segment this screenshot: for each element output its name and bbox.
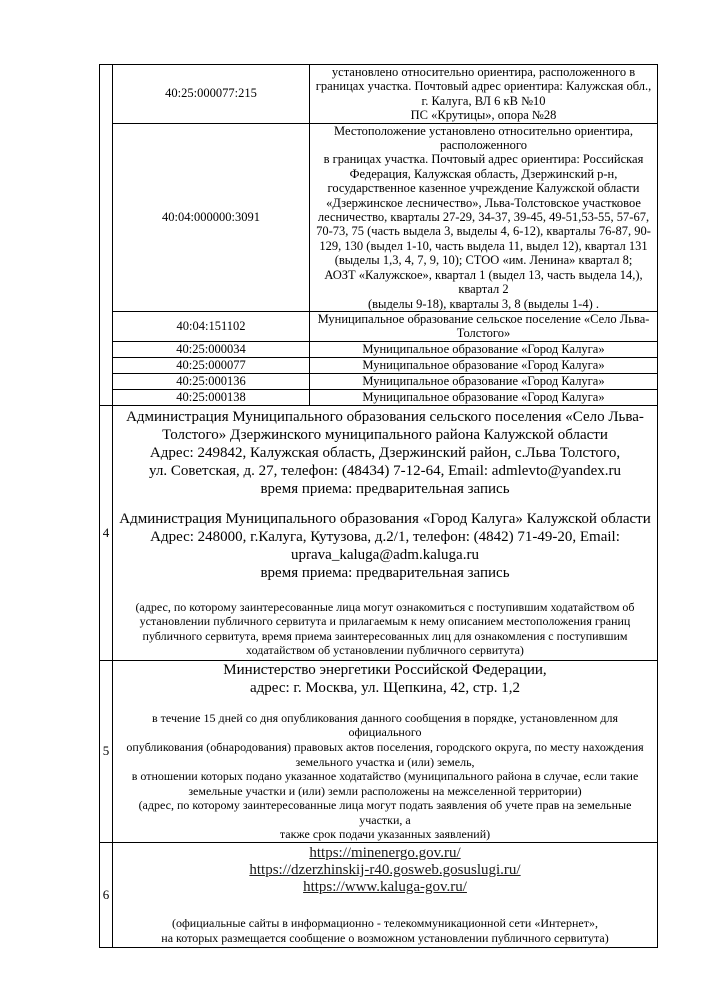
servitude-table (99, 64, 658, 948)
cadastral-number: 40:25:000077:215 (113, 65, 310, 124)
description-line: лесничество, кварталы 27-29, 34-37, 39-45, 49-51,53-55, 57-67, (317, 210, 650, 225)
ministry-line: Министерство энергетики Российской Федерации, (223, 661, 547, 678)
note-line: опубликования (обнародования) правовых актов поселения, городского округа, по месту нахождения (126, 739, 644, 754)
description-line: 129, 130 (выдел 1-10, часть выдела 11, выдел 12), квартал 131 (319, 238, 648, 253)
section-4-content (113, 405, 658, 660)
note-line: установлении публичного сервитута и прилагаемым к нему описанием местоположения границ (139, 614, 631, 629)
section-6-note (117, 916, 653, 945)
admin-2-line: Администрация Муниципального образования «Город Калуга» Калужской области (119, 510, 651, 527)
cadastral-description (310, 373, 658, 389)
section-5-note (117, 711, 653, 842)
link-minenergo[interactable]: https://minenergo.gov.ru/ (309, 844, 461, 861)
section-5-row (100, 660, 658, 842)
cadastral-number: 40:04:151102 (113, 311, 310, 341)
cadastral-row (100, 65, 658, 124)
admin-1-line: время приема: предварительная запись (260, 480, 510, 497)
cadastral-description (310, 389, 658, 405)
note-line: земельные участки и (или) земли расположены на межселенной территории) (188, 783, 582, 798)
cadastral-description (310, 311, 658, 341)
description-line: Муниципальное образование «Город Калуга» (362, 358, 605, 373)
section-5-number: 5 (100, 660, 113, 842)
note-line: (официальные сайты в информационно - телекоммуникационной сети «Интернет», (172, 915, 598, 930)
description-line: границах участка. Почтовый адрес ориентира: Калужская обл., (315, 79, 652, 94)
admin-2-line: время приема: предварительная запись (260, 564, 510, 581)
section-4-note (117, 600, 653, 658)
cadastral-row (100, 341, 658, 357)
description-line: государственное казенное учреждение Калужской области (327, 181, 640, 196)
admin-1-line: Администрация Муниципального образования сельского поселения «Село Льва- (126, 408, 644, 425)
section-4-row (100, 405, 658, 660)
admin-2-block (117, 510, 653, 582)
admin-1-line: Адрес: 249842, Калужская область, Дзержинский район, с.Льва Толстого, (149, 444, 621, 461)
cadastral-number: 40:04:000000:3091 (113, 123, 310, 311)
cadastral-description (310, 357, 658, 373)
description-line: в границах участка. Почтовый адрес ориентира: Российская (323, 152, 644, 167)
section-6-row (100, 843, 658, 948)
note-line: на которых размещается сообщение о возможном установлении публичного сервитута) (161, 930, 609, 945)
cadastral-number: 40:25:000136 (113, 373, 310, 389)
note-line: (адрес, по которому заинтересованные лица могут ознакомиться с поступившим ходатайством об (135, 599, 635, 614)
description-line: Муниципальное образование «Город Калуга» (362, 390, 605, 405)
description-line: «Дзержинское лесничество», Льва-Толстовское участковое (326, 195, 641, 210)
description-line: квартал 2 (458, 282, 509, 297)
section-4-number: 4 (100, 405, 113, 660)
cadastral-description (310, 65, 658, 124)
description-line: г. Калуга, ВЛ 6 кВ №10 (421, 93, 546, 108)
section-6-number: 6 (100, 843, 113, 948)
description-line: Муниципальное образование сельское поселение «Село Льва- (317, 311, 650, 326)
section-5-content (113, 660, 658, 842)
note-line: земельного участка и (или) земель, (295, 754, 475, 769)
description-line: Федерация, Калужская область, Дзержинский р-н, (349, 166, 618, 181)
cadastral-description (310, 123, 658, 311)
admin-1-line: Толстого» Дзержинского муниципального района Калужской области (162, 426, 608, 443)
section-3-number (100, 65, 113, 406)
ministry-block (117, 661, 653, 697)
note-line: также срок подачи указанных заявлений) (279, 827, 491, 842)
description-line: расположенного (439, 138, 527, 153)
cadastral-number: 40:25:000034 (113, 341, 310, 357)
cadastral-rows (100, 65, 658, 406)
description-line: Муниципальное образование «Город Калуга» (362, 374, 605, 389)
note-line: в течение 15 дней со дня опубликования данного сообщения в порядке, установленном для официального (152, 710, 618, 740)
description-line: Местоположение установлено относительно ориентира, (334, 123, 633, 138)
description-line: АОЗТ «Калужское», квартал 1 (выдел 13, часть выдела 14,), (324, 267, 643, 282)
cadastral-number: 40:25:000138 (113, 389, 310, 405)
admin-1-block (117, 408, 653, 498)
description-line: ПС «Крутицы», опора №28 (410, 108, 557, 123)
section-6-content (113, 843, 658, 948)
sections (100, 405, 658, 947)
note-line: ходатайством об установлении публичного сервитута) (246, 643, 524, 658)
note-line: в отношении которых подано указанное ходатайство (муниципального района в случае, если такие (131, 769, 639, 784)
description-line: 70-73, 75 (часть выдела 3, выделы 4, 6-12), кварталы 76-87, 90- (316, 224, 651, 239)
cadastral-row (100, 389, 658, 405)
cadastral-description (310, 341, 658, 357)
note-line: публичного сервитута, время приема заинтересованных лиц для ознакомления с поступившим (142, 628, 628, 643)
description-line: (выделы 1,3, 4, 7, 9, 10); СТОО «им. Ленина» квартал 8; (334, 253, 633, 268)
link-dzerzhinskij[interactable]: https://dzerzhinskij-r40.gosweb.gosuslugi.ru/ (249, 861, 521, 878)
cadastral-row (100, 311, 658, 341)
cadastral-number: 40:25:000077 (113, 357, 310, 373)
links-block (117, 845, 653, 896)
description-line: Толстого» (456, 326, 511, 341)
description-line: Муниципальное образование «Город Калуга» (362, 342, 605, 357)
description-line: (выделы 9-18), кварталы 3, 8 (выделы 1-4) . (367, 296, 600, 311)
link-kaluga[interactable]: https://www.kaluga-gov.ru/ (303, 878, 467, 895)
note-line: (адрес, по которому заинтересованные лица могут подать заявления об учете прав на земельные участки, а (138, 798, 632, 827)
cadastral-row (100, 373, 658, 389)
description-line: установлено относительно ориентира, расположенного в (331, 65, 636, 79)
cadastral-row (100, 357, 658, 373)
ministry-line: адрес: г. Москва, ул. Щепкина, 42, стр. 1,2 (250, 679, 520, 696)
admin-1-line: ул. Советская, д. 27, телефон: (48434) 7-12-64, Email: admlevto@yandex.ru (149, 462, 621, 479)
cadastral-row (100, 123, 658, 311)
admin-2-line: uprava_kaluga@adm.kaluga.ru (291, 546, 479, 563)
admin-2-line: Адрес: 248000, г.Калуга, Кутузова, д.2/1, телефон: (4842) 71-49-20, Email: (150, 528, 620, 545)
